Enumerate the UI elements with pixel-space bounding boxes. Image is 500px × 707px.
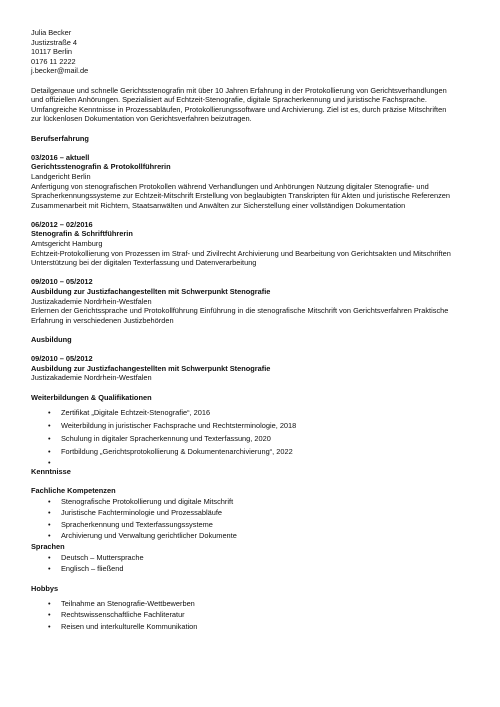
list-item — [31, 432, 471, 445]
bullet-icon: • — [48, 421, 51, 431]
training-item: Weiterbildung in juristischer Fachsprache und Rechtsterminologie, 2018 — [61, 421, 297, 431]
bullet-icon: • — [48, 621, 51, 631]
hobbies-heading: Hobbys — [31, 584, 59, 594]
job-entry — [31, 220, 471, 268]
languages-heading: Sprachen — [31, 541, 65, 551]
list-item — [31, 406, 471, 419]
bullet-icon: • — [48, 434, 51, 444]
skill-item: Archivierung und Verwaltung gerichtlicher Dokumente — [61, 531, 237, 541]
education-period: 09/2010 – 05/2012 — [31, 354, 93, 364]
hobbies-list — [31, 598, 471, 633]
job-description-line: Unterstützung bei der digitalen Texterfassung und Datenverarbeitung — [31, 258, 257, 268]
list-item — [31, 609, 471, 621]
job-entry — [31, 277, 471, 325]
training-item: Zertifikat „Digitale Echtzeit-Stenografie“, 2016 — [61, 408, 211, 418]
profile-summary — [31, 86, 471, 124]
list-item — [31, 530, 471, 542]
training-item: Schulung in digitaler Spracherkennung und Texterfassung, 2020 — [61, 434, 271, 444]
skill-item: Stenografische Protokollierung und digitale Mitschrift — [61, 496, 234, 506]
language-item: Deutsch – Muttersprache — [61, 552, 144, 562]
skills-subheading: Fachliche Kompetenzen — [31, 486, 116, 496]
bullet-icon: • — [48, 408, 51, 418]
bullet-icon: • — [48, 598, 51, 608]
job-description-line: Zusammenarbeit mit Richtern, Staatsanwälten und Anwälten zur Sicherstellung einer vollständigen Dokumentation — [31, 200, 406, 210]
bullet-icon: • — [48, 519, 51, 529]
training-heading: Weiterbildungen & Qualifikationen — [31, 392, 152, 402]
job-period: 09/2010 – 05/2012 — [31, 277, 93, 287]
bullet-icon: • — [48, 564, 51, 574]
job-period: 06/2012 – 02/2016 — [31, 219, 93, 229]
bullet-icon: • — [48, 496, 51, 506]
summary-line: zur lückenlosen Dokumentation von Gerichtsverfahren beizutragen. — [31, 114, 252, 124]
contact-name: Julia Becker — [31, 28, 72, 37]
bullet-icon: • — [48, 531, 51, 541]
contact-city: 10117 Berlin — [31, 47, 72, 57]
list-item — [31, 552, 471, 564]
contact-phone: 0176 11 2222 — [31, 56, 76, 66]
list-item — [31, 445, 471, 458]
job-title: Ausbildung zur Justizfachangestellten mit Schwerpunkt Stenografie — [31, 287, 271, 297]
bullet-icon: • — [48, 610, 51, 620]
training-list — [31, 406, 471, 467]
list-item — [31, 598, 471, 610]
bullet-icon: • — [48, 458, 51, 468]
hobby-item: Teilnahme an Stenografie-Wettbewerben — [61, 598, 195, 608]
list-item — [31, 496, 471, 508]
summary-line: Detailgenaue und schnelle Gerichtsstenografin mit über 10 Jahren Erfahrung in der Protokollierung von Gerichtsverhandlungen — [31, 85, 447, 95]
contact-block — [31, 28, 471, 76]
skills-heading: Kenntnisse — [31, 467, 71, 477]
contact-email: j.becker@mail.de — [31, 66, 89, 76]
bullet-icon: • — [48, 447, 51, 457]
job-title: Gerichtsstenografin & Protokollführerin — [31, 162, 171, 172]
education-title: Ausbildung zur Justizfachangestellten mit Schwerpunkt Stenografie — [31, 363, 271, 373]
contact-street: Justizstraße 4 — [31, 37, 78, 47]
summary-line: Umfangreiche Kenntnisse in Prozessabläufen, Protokollierungssoftware und Archivierung. Ziel ist es, durch präzise Mitschriften — [31, 104, 447, 114]
bullet-icon: • — [48, 508, 51, 518]
list-item — [31, 519, 471, 531]
skill-item: Juristische Fachterminologie und Prozessabläufe — [61, 508, 223, 518]
job-employer: Landgericht Berlin — [31, 171, 91, 181]
education-heading: Ausbildung — [31, 335, 72, 344]
job-employer: Justizakademie Nordrhein-Westfalen — [31, 296, 152, 306]
languages-list — [31, 552, 471, 575]
job-period: 03/2016 – aktuell — [31, 152, 90, 162]
education-institution: Justizakademie Nordrhein-Westfalen — [31, 373, 152, 383]
job-title: Stenografin & Schriftführerin — [31, 229, 133, 239]
summary-line: und offiziellen Anhörungen. Spezialisiert auf Echtzeit-Stenografie, digitale Spracherkennung und juristische Fachsprache. — [31, 95, 427, 105]
job-employer: Amtsgericht Hamburg — [31, 239, 103, 249]
bullet-icon: • — [48, 552, 51, 562]
job-description-line: Anfertigung von stenografischen Protokollen während Verhandlungen und Anhörungen Nutzung digitaler Stenografie- und — [31, 181, 429, 191]
list-item — [31, 621, 471, 633]
list-item — [31, 507, 471, 519]
skill-item: Spracherkennung und Texterfassungssysteme — [61, 519, 213, 529]
job-description-line: Spracherkennungssysteme zur Echtzeit-Mitschrift Erstellung von beglaubigten Transkripten für Akten und juristische Referenzen — [31, 191, 451, 201]
job-description-line: Echtzeit-Protokollierung von Prozessen im Straf- und Zivilrecht Archivierung und Bearbeitung von Gerichtsakten und Mitschriften — [31, 248, 451, 258]
list-item — [31, 563, 471, 575]
job-description-line: Erlernen der Gerichtssprache und Protokollführung Einführung in die stenografische Mitschrift von Gerichtsverfahren Praktische — [31, 306, 449, 316]
education-entry — [31, 354, 471, 383]
resume-page — [31, 28, 471, 632]
skills-list — [31, 496, 471, 542]
list-item — [31, 458, 471, 467]
job-description-line: Erfahrung in verschiedenen Justizbehörden — [31, 315, 174, 325]
training-item: Fortbildung „Gerichtsprotokollierung & Dokumentenarchivierung“, 2022 — [61, 447, 293, 457]
job-entry — [31, 153, 471, 211]
hobby-item: Reisen und interkulturelle Kommunikation — [61, 621, 198, 631]
language-item: Englisch – fließend — [61, 564, 124, 574]
experience-heading: Berufserfahrung — [31, 133, 89, 143]
list-item — [31, 419, 471, 432]
hobby-item: Rechtswissenschaftliche Fachliteratur — [61, 610, 185, 620]
